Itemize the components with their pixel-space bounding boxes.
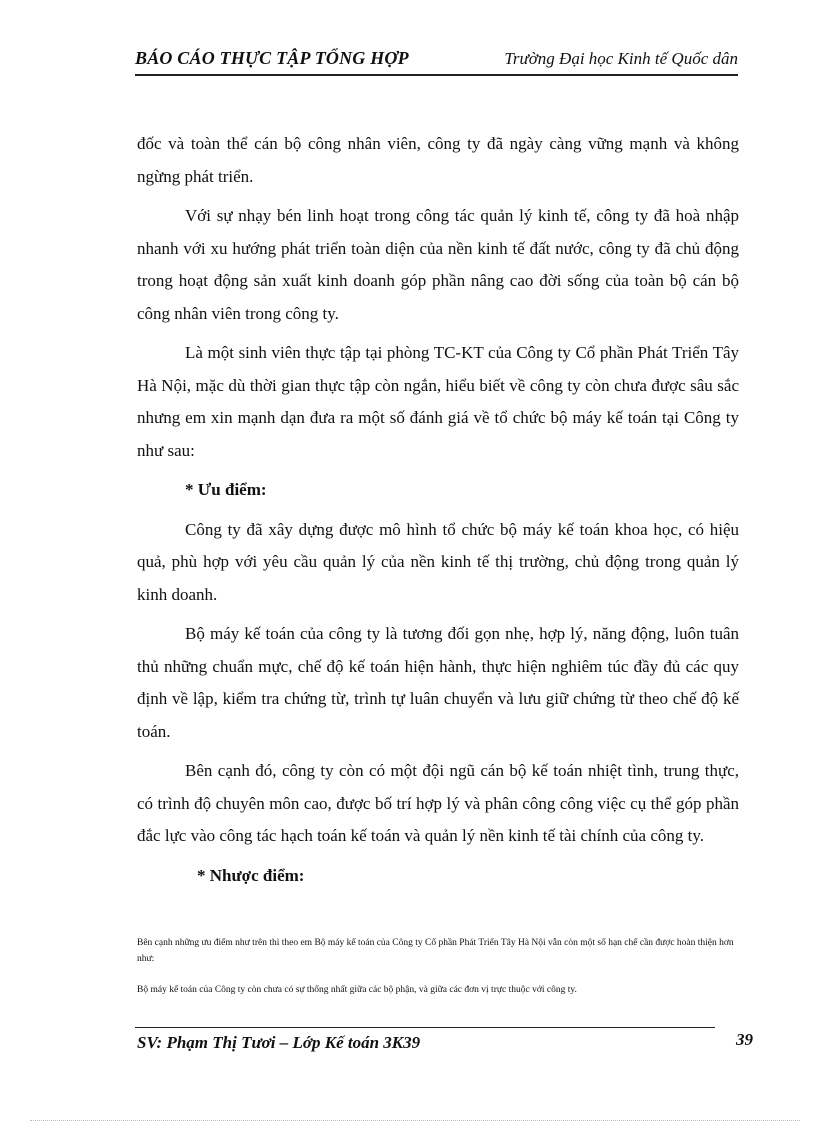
small-paragraph: Bên cạnh những ưu điểm như trên thì theo em Bộ máy kế toán của Công ty Cổ phần Phát Triển Tây Hà Nội vẫn còn một số hạn chế cần được hoàn thiện hơn như: [137, 938, 734, 964]
paragraph: Bộ máy kế toán của công ty là tương đối gọn nhẹ, hợp lý, năng động, luôn tuân thủ những chuẩn mực, chế độ kế toán hiện hành, thực hiện nghiêm túc đầy đủ các quy định về lập, kiểm tra chứng từ, trình tự luân chuyển và lưu giữ chứng từ theo chế độ kế toán. [137, 624, 739, 741]
university-name: Trường Đại học Kinh tế Quốc dân [504, 49, 738, 68]
report-title: BÁO CÁO THỰC TẬP TỔNG HỢP [135, 48, 409, 68]
body-text [137, 128, 739, 899]
section-heading-advantages: * Ưu điểm: [185, 480, 267, 499]
paragraph: đốc và toàn thể cán bộ công nhân viên, công ty đã ngày càng vững mạnh và không ngừng phát triển. [137, 134, 739, 186]
footer-divider [135, 1027, 715, 1028]
paragraph: Công ty đã xây dựng được mô hình tổ chức bộ máy kế toán khoa học, có hiệu quả, phù hợp với yêu cầu quản lý của nền kinh tế thị trường, chủ động trong quản lý kinh doanh. [137, 519, 739, 604]
paragraph: Bên cạnh đó, công ty còn có một đội ngũ cán bộ kế toán nhiệt tình, trung thực, có trình độ chuyên môn cao, được bố trí hợp lý và phân công công việc cụ thể góp phần đắc lực vào công tác hạch toán kế toán và quản lý nền kinh tế tài chính của công ty. [137, 761, 739, 845]
page-number: 39 [736, 1030, 753, 1049]
student-info: SV: Phạm Thị Tươi – Lớp Kế toán 3K39 [137, 1033, 421, 1052]
paragraph: Với sự nhạy bén linh hoạt trong công tác quản lý kinh tế, công ty đã hoà nhập nhanh với xu hướng phát triển toàn diện của nền kinh tế đất nước, công ty đã chủ động trong hoạt động sản xuất kinh doanh góp phần nâng cao đời sống của toàn bộ cán bộ công nhân viên trong công ty. [137, 206, 739, 323]
page-header [135, 48, 738, 76]
small-paragraph: Bộ máy kế toán của Công ty còn chưa có sự thống nhất giữa các bộ phận, và giữa các đơn vị trực thuộc với công ty. [137, 985, 577, 995]
section-heading-disadvantages: * Nhược điểm: [197, 865, 305, 885]
paragraph: Là một sinh viên thực tập tại phòng TC-KT của Công ty Cổ phần Phát Triển Tây Hà Nội, mặc dù thời gian thực tập còn ngắn, hiểu biết về công ty còn chưa được sâu sắc nhưng em xin mạnh dạn đưa ra một số đánh giá về tổ chức bộ máy kế toán tại Công ty như sau: [137, 343, 739, 460]
page-bottom-border [30, 1120, 800, 1121]
